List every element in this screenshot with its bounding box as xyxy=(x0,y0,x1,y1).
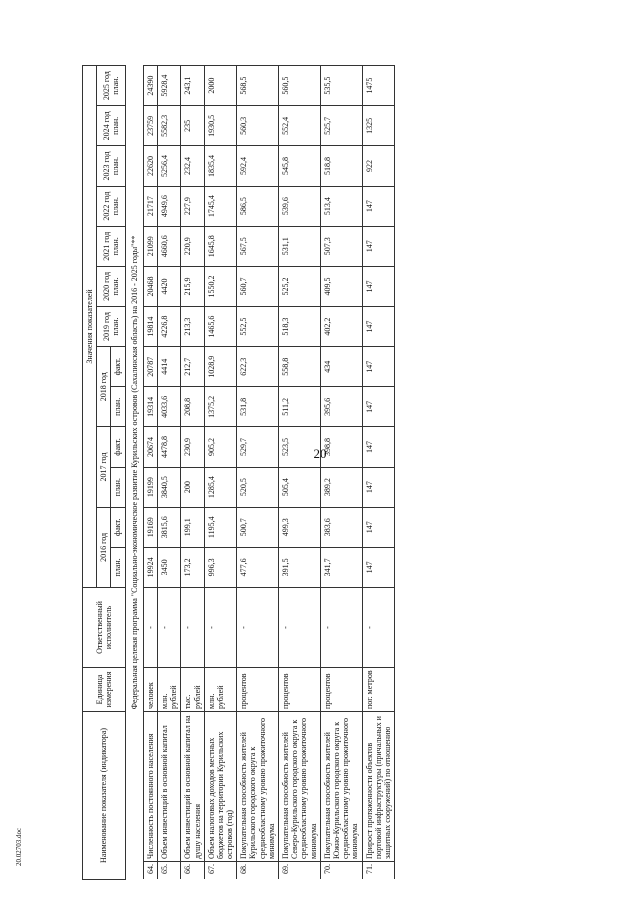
value-cell: 230,9 xyxy=(181,427,204,467)
value-cell: 552,5 xyxy=(237,307,279,347)
row-number: 64. xyxy=(143,862,157,880)
row-number: 68. xyxy=(237,862,279,880)
row-number: 65. xyxy=(157,862,180,880)
value-cell: 560,3 xyxy=(237,106,279,146)
value-cell: 147 xyxy=(362,186,395,226)
row-number: 70. xyxy=(320,862,362,880)
value-cell: 147 xyxy=(362,347,395,387)
value-cell: 560,5 xyxy=(279,66,321,106)
value-cell: 21717 xyxy=(143,186,157,226)
value-cell: 1325 xyxy=(362,106,395,146)
value-cell: 341,7 xyxy=(320,547,362,587)
header-fact: факт. xyxy=(111,427,125,467)
indicator-name: Численность постоянного населения xyxy=(143,711,157,861)
value-cell: 531,1 xyxy=(279,226,321,266)
value-cell: 1375,2 xyxy=(204,387,237,427)
value-cell: 21099 xyxy=(143,226,157,266)
value-cell: 3450 xyxy=(157,547,180,587)
value-cell: 395,6 xyxy=(320,387,362,427)
value-cell: 1645,8 xyxy=(204,226,237,266)
responsible-cell: - xyxy=(279,587,321,667)
unit-cell: тыс. рублей xyxy=(181,667,204,711)
value-cell: 513,4 xyxy=(320,186,362,226)
unit-cell: процентов xyxy=(237,667,279,711)
table-row xyxy=(204,66,237,880)
value-cell: 1465,6 xyxy=(204,307,237,347)
value-cell: 1930,5 xyxy=(204,106,237,146)
value-cell: 518,8 xyxy=(320,146,362,186)
value-cell: 147 xyxy=(362,467,395,507)
header-2016: 2016 год xyxy=(97,507,111,587)
value-cell: 500,7 xyxy=(237,507,279,547)
value-cell: 243,1 xyxy=(181,66,204,106)
value-cell: 389,2 xyxy=(320,467,362,507)
value-cell: 535,5 xyxy=(320,66,362,106)
header-plan: план. xyxy=(111,547,125,587)
value-cell: 1195,4 xyxy=(204,507,237,547)
value-cell: 147 xyxy=(362,387,395,427)
value-cell: 552,4 xyxy=(279,106,321,146)
value-cell: 19924 xyxy=(143,547,157,587)
header-2017: 2017 год xyxy=(97,427,111,507)
responsible-cell: - xyxy=(143,587,157,667)
unit-cell: процентов xyxy=(279,667,321,711)
value-cell: 215,9 xyxy=(181,266,204,306)
value-cell: 586,5 xyxy=(237,186,279,226)
value-cell: 1550,2 xyxy=(204,266,237,306)
value-cell: 213,3 xyxy=(181,307,204,347)
value-cell: 5256,4 xyxy=(157,146,180,186)
row-number: 67. xyxy=(204,862,237,880)
header-plan: план. xyxy=(111,387,125,427)
header-responsible: Ответственный исполнитель xyxy=(83,587,126,667)
value-cell: 5928,4 xyxy=(157,66,180,106)
value-cell: 235 xyxy=(181,106,204,146)
value-cell: 1475 xyxy=(362,66,395,106)
value-cell: 518,3 xyxy=(279,307,321,347)
responsible-cell: - xyxy=(362,587,395,667)
table-row xyxy=(320,66,362,880)
value-cell: 1028,9 xyxy=(204,347,237,387)
value-cell: 173,2 xyxy=(181,547,204,587)
unit-cell: человек xyxy=(143,667,157,711)
value-cell: 499,3 xyxy=(279,507,321,547)
value-cell: 545,8 xyxy=(279,146,321,186)
value-cell: 23759 xyxy=(143,106,157,146)
footer-file-name: 20.02703.doc xyxy=(15,827,23,866)
indicator-name: Покупательная способность жителей Южно-Курильского городского округа к среднеобластному уровню прожиточного минимума xyxy=(320,711,362,861)
table-row xyxy=(157,66,180,880)
header-fact: факт. xyxy=(111,507,125,547)
value-cell: 531,8 xyxy=(237,387,279,427)
value-cell: 4420 xyxy=(157,266,180,306)
header-2019: 2019 год план. xyxy=(97,307,125,347)
value-cell: 199,1 xyxy=(181,507,204,547)
header-fact: факт. xyxy=(111,347,125,387)
value-cell: 19199 xyxy=(143,467,157,507)
value-cell: 905,2 xyxy=(204,427,237,467)
value-cell: 4033,6 xyxy=(157,387,180,427)
header-2018: 2018 год xyxy=(97,347,111,427)
table-row xyxy=(143,66,157,880)
value-cell: 529,7 xyxy=(237,427,279,467)
indicator-name: Покупательная способность жителей Курильского городского округа к среднеобластному уровню прожиточного минимума xyxy=(237,711,279,861)
value-cell: 520,5 xyxy=(237,467,279,507)
header-2024: 2024 год план. xyxy=(97,106,125,146)
value-cell: 402,2 xyxy=(320,307,362,347)
value-cell: 208,8 xyxy=(181,387,204,427)
value-cell: 147 xyxy=(362,507,395,547)
value-cell: 1835,4 xyxy=(204,146,237,186)
value-cell: 19814 xyxy=(143,307,157,347)
value-cell: 567,5 xyxy=(237,226,279,266)
value-cell: 147 xyxy=(362,307,395,347)
value-cell: 391,5 xyxy=(279,547,321,587)
value-cell: 409,5 xyxy=(320,266,362,306)
value-cell: 20674 xyxy=(143,427,157,467)
indicator-name: Объем налоговых доходов местных бюджетов на территории Курильских островов (год) xyxy=(204,711,237,861)
unit-cell: пог. метров xyxy=(362,667,395,711)
value-cell: 539,6 xyxy=(279,186,321,226)
value-cell: 212,7 xyxy=(181,347,204,387)
value-cell: 3840,5 xyxy=(157,467,180,507)
indicator-name: Прирост протяженности объектов портовой инфраструктуры (причальных и защитных сооружений) по отношению xyxy=(362,711,395,861)
value-cell: 220,9 xyxy=(181,226,204,266)
header-2020: 2020 год план. xyxy=(97,266,125,306)
header-2023: 2023 год план. xyxy=(97,146,125,186)
value-cell: 19169 xyxy=(143,507,157,547)
value-cell: 147 xyxy=(362,427,395,467)
value-cell: 511,2 xyxy=(279,387,321,427)
row-number: 71. xyxy=(362,862,395,880)
value-cell: 4414 xyxy=(157,347,180,387)
indicator-name: Объем инвестиций в основной капитал на душу населения xyxy=(181,711,204,861)
value-cell: 568,5 xyxy=(237,66,279,106)
value-cell: 1285,4 xyxy=(204,467,237,507)
table-row xyxy=(181,66,204,880)
value-cell: 147 xyxy=(362,266,395,306)
value-cell: 24390 xyxy=(143,66,157,106)
row-number: 66. xyxy=(181,862,204,880)
header-values-group: Значения показателей xyxy=(83,66,97,588)
value-cell: 383,6 xyxy=(320,507,362,547)
responsible-cell: - xyxy=(320,587,362,667)
value-cell: 523,5 xyxy=(279,427,321,467)
header-name: Наименование показателя (индикатора) xyxy=(83,711,126,879)
page-number: 20 xyxy=(313,446,327,461)
value-cell: 20787 xyxy=(143,347,157,387)
unit-cell: млн. рублей xyxy=(157,667,180,711)
header-2025: 2025 год план. xyxy=(97,66,125,106)
value-cell: 434 xyxy=(320,347,362,387)
value-cell: 2000 xyxy=(204,66,237,106)
value-cell: 5582,3 xyxy=(157,106,180,146)
value-cell: 505,4 xyxy=(279,467,321,507)
value-cell: 19314 xyxy=(143,387,157,427)
table-row xyxy=(362,66,395,880)
value-cell: 22620 xyxy=(143,146,157,186)
value-cell: 996,3 xyxy=(204,547,237,587)
indicators-table xyxy=(82,65,395,880)
value-cell: 398,8 xyxy=(320,427,362,467)
responsible-cell: - xyxy=(181,587,204,667)
program-title: Федеральная целевая программа "Социально-экономическое развитие Курильских островов (Сахалинская область) на 2016 - 2025 годы"** xyxy=(125,66,143,880)
value-cell: 4226,8 xyxy=(157,307,180,347)
header-plan: план. xyxy=(111,467,125,507)
value-cell: 477,6 xyxy=(237,547,279,587)
indicator-name: Покупательная способность жителей Северо-Курильского городского округа к среднеобластному уровню прожиточного минимума xyxy=(279,711,321,861)
value-cell: 922 xyxy=(362,146,395,186)
value-cell: 1745,4 xyxy=(204,186,237,226)
value-cell: 525,2 xyxy=(279,266,321,306)
header-unit: Единица измерения xyxy=(83,667,126,711)
value-cell: 3815,6 xyxy=(157,507,180,547)
rotated-table-container xyxy=(82,65,640,880)
indicator-name: Объем инвестиций в основной капитал xyxy=(157,711,180,861)
value-cell: 4949,6 xyxy=(157,186,180,226)
table-row xyxy=(237,66,279,880)
value-cell: 507,3 xyxy=(320,226,362,266)
unit-cell: процентов xyxy=(320,667,362,711)
header-2022: 2022 год план. xyxy=(97,186,125,226)
responsible-cell: - xyxy=(204,587,237,667)
value-cell: 592,4 xyxy=(237,146,279,186)
value-cell: 4478,8 xyxy=(157,427,180,467)
header-2021: 2021 год план. xyxy=(97,226,125,266)
responsible-cell: - xyxy=(237,587,279,667)
row-number: 69. xyxy=(279,862,321,880)
value-cell: 622,3 xyxy=(237,347,279,387)
value-cell: 560,7 xyxy=(237,266,279,306)
responsible-cell: - xyxy=(157,587,180,667)
value-cell: 147 xyxy=(362,547,395,587)
value-cell: 558,8 xyxy=(279,347,321,387)
value-cell: 232,4 xyxy=(181,146,204,186)
table-row xyxy=(279,66,321,880)
value-cell: 4660,6 xyxy=(157,226,180,266)
value-cell: 147 xyxy=(362,226,395,266)
unit-cell: млн. рублей xyxy=(204,667,237,711)
value-cell: 20468 xyxy=(143,266,157,306)
value-cell: 227,9 xyxy=(181,186,204,226)
value-cell: 525,7 xyxy=(320,106,362,146)
value-cell: 200 xyxy=(181,467,204,507)
